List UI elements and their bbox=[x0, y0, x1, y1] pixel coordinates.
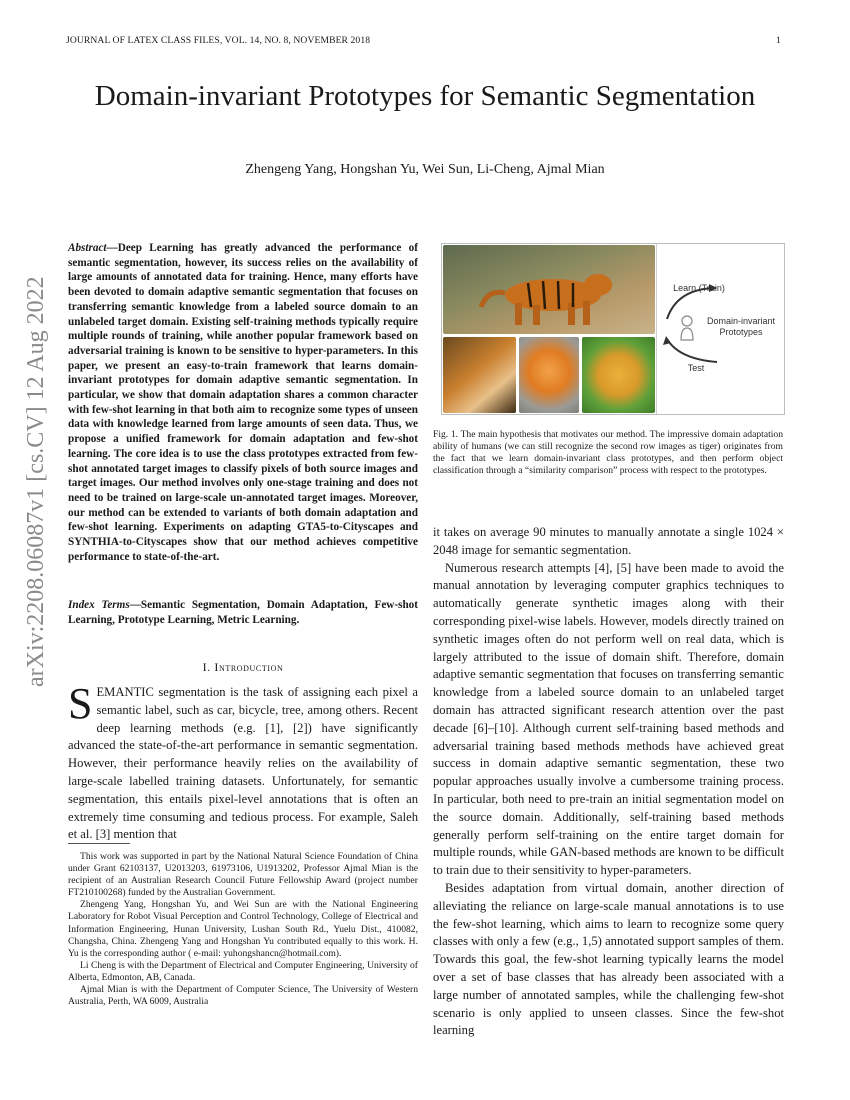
index-terms-lead: Index Terms bbox=[68, 599, 130, 611]
footnote: Ajmal Mian is with the Department of Computer Science, The University of Western Australia, Perth, WA 6009, Australia bbox=[68, 984, 418, 1008]
learn-label: Learn (Train) bbox=[673, 283, 725, 293]
abstract-lead: Abstract bbox=[68, 242, 107, 254]
footnote: Li Cheng is with the Department of Electrical and Computer Engineering, University of Alberta, Edmonton, AB, Canada. bbox=[68, 959, 418, 983]
paragraph: Besides adaptation from virtual domain, another direction of alleviating the reliance on large-scale manual annotations is to use the few-shot learning, which aims to learn to recognize some query classes with only a few (e.g., 1,5) annotated support samples of them. Towards this goal, the few-shot learning typically learns the model over a set of base classes that has already been associated with a large number of annotated samples, while the challenging few-shot scenario is only applied to unseen classes. Since the few-shot learning bbox=[433, 880, 784, 1038]
cartoon-tiger-drawing bbox=[582, 337, 655, 413]
test-label: Test bbox=[687, 363, 705, 373]
caption-text: The main hypothesis that motivates our method. The impressive domain adaptation ability of humans (we can still recognize the second row images as tiger) originates from the fact that we learn domain-invariant class prototypes, and then perform object classification through a “similarity comparison” process with respect to the prototypes. bbox=[433, 429, 783, 477]
page-number: 1 bbox=[776, 35, 781, 46]
abstract bbox=[68, 241, 418, 564]
tiger-photo bbox=[443, 245, 655, 334]
author-list: Zhengeng Yang, Hongshan Yu, Wei Sun, Li-Cheng, Ajmal Mian bbox=[245, 162, 605, 177]
person-icon bbox=[682, 316, 692, 326]
footnotes bbox=[68, 851, 418, 1008]
tiger-face-photo bbox=[443, 337, 516, 413]
figure-caption bbox=[433, 429, 783, 477]
abstract-text: —Deep Learning has greatly advanced the performance of semantic segmentation, however, its success relies on the availability of large amounts of annotated data for training. Hence, many efforts have been devoted to domain adaptive semantic segmentation that focuses on transferring semantic knowledge from a labeled source domain to an unlabeled target domain. Existing self-training methods typically require multiple rounds of training, while another popular framework based on adversarial training is known to be sensitive to hyper-parameters. In this paper, we present an easy-to-train framework that learns domain-invariant prototypes for domain adaptive semantic segmentation. In particular, we show that domain adaptation shares a common character with few-shot learning in that both aim to recognize some types of unseen data with knowledge learned from large amounts of seen data. Thus, we propose a unified framework for domain adaptation and few-shot learning. The core idea is to use the class prototypes extracted from few-shot annotated target images to classify pixels of both source images and target images. Our method involves only one-stage training and does not need to be trained on large-scale un-annotated target images. Moreover, our method can be extended to variants of both domain adaptation and few-shot learning. Experiments on adapting GTA5-to-Cityscapes and SYNTHIA-to-Cityscapes show that our method achieves competitive performance to state-of-the-art. bbox=[68, 242, 418, 563]
index-terms bbox=[68, 598, 418, 627]
intro-text: EMANTIC segmentation is the task of assigning each pixel a semantic label, such as car, bicycle, tree, among others. Recent deep learning methods (e.g. [1], [2]) have significantly advanced the state-of-the-art performance in semantic segmentation. However, their performance heavily relies on the availability of large-scale labelled training datasets. Unfortunately, for semantic segmentation, this entails pixel-level annotations that is often an extremely time consuming and tedious process. For example, Saleh et al. [3] mention that bbox=[68, 685, 418, 842]
figure-1 bbox=[441, 243, 785, 415]
intro-paragraph bbox=[68, 679, 418, 844]
tiger-silhouette-icon bbox=[443, 245, 655, 334]
footnote-rule bbox=[68, 843, 130, 844]
running-header: JOURNAL OF LATEX CLASS FILES, VOL. 14, NO. 8, NOVEMBER 2018 bbox=[66, 35, 371, 46]
prototypes-label-line1: Domain-invariant bbox=[706, 316, 776, 326]
dropcap: S bbox=[68, 679, 93, 728]
caption-prefix: Fig. 1. bbox=[433, 429, 459, 440]
paragraph: it takes on average 90 minutes to manually annotate a single 1024 × 2048 image for semantic segmentation. bbox=[433, 525, 784, 557]
arxiv-stamp[interactable]: arXiv:2208.06087v1 [cs.CV] 12 Aug 2022 bbox=[23, 276, 49, 687]
right-column-text bbox=[433, 524, 784, 1040]
section-number: I. bbox=[202, 660, 211, 674]
index-terms-text: —Semantic Segmentation, Domain Adaptation, Few-shot Learning, Prototype Learning, Metric Learning. bbox=[68, 599, 418, 626]
section-heading bbox=[68, 660, 418, 675]
paper-title: Domain-invariant Prototypes for Semantic Segmentation bbox=[94, 80, 756, 112]
footnote: This work was supported in part by the National Natural Science Foundation of China under Grant 62103137, U2013203, 61973106, U1913202, Professor Ajmal Mian is the recipient of an Australian Research Council Future Fellowship Award (project number FT210100268) funded by the Australian Government. bbox=[68, 851, 418, 899]
section-title: Introduction bbox=[214, 660, 284, 674]
paragraph: Numerous research attempts [4], [5] have been made to avoid the manual annotation by leveraging computer graphics techniques to automatically generate synthetic images along with their corresponding pixel-wise labels. However, models directly trained on synthetic images often do not perform well on real data, which is largely attributed to the issue of domain shift. Therefore, domain adaptive semantic segmentation that focuses on transferring semantic knowledge from a labeled source domain to an unlabeled target domain has attracted significant research attention over the past decade [6]–[10]. Although current self-training based methods and adversarial training based methods methods have achieved great success in domain adaptive semantic segmentation, these two popular approaches usually involve a cumbersome training process. In particular, both need to pre-train an initial segmentation model on the source domain. Additionally, self-training based methods generally perform self-training on the entire target domain for multiple rounds, while GAN-based methods are known to be difficult to train due to their sensitivity to hyper-parameters. bbox=[433, 560, 784, 878]
cartoon-tiger-3d bbox=[519, 337, 579, 413]
prototypes-label-line2: Prototypes bbox=[719, 327, 763, 337]
prototypes-label bbox=[700, 316, 782, 338]
footnote: Zhengeng Yang, Hongshan Yu, and Wei Sun are with the National Engineering Laboratory for Robot Visual Perception and Control Technology, College of Electrical and Information Engineering, Hunan University, Lushan South Rd., Yuelu Dist., 410082, Changsha, China. Zhengeng Yang and Hongshan Yu contributed equally to this work. H. Yu is the corresponding author ( e-mail: yuhongshancn@hotmail.com). bbox=[68, 899, 418, 959]
